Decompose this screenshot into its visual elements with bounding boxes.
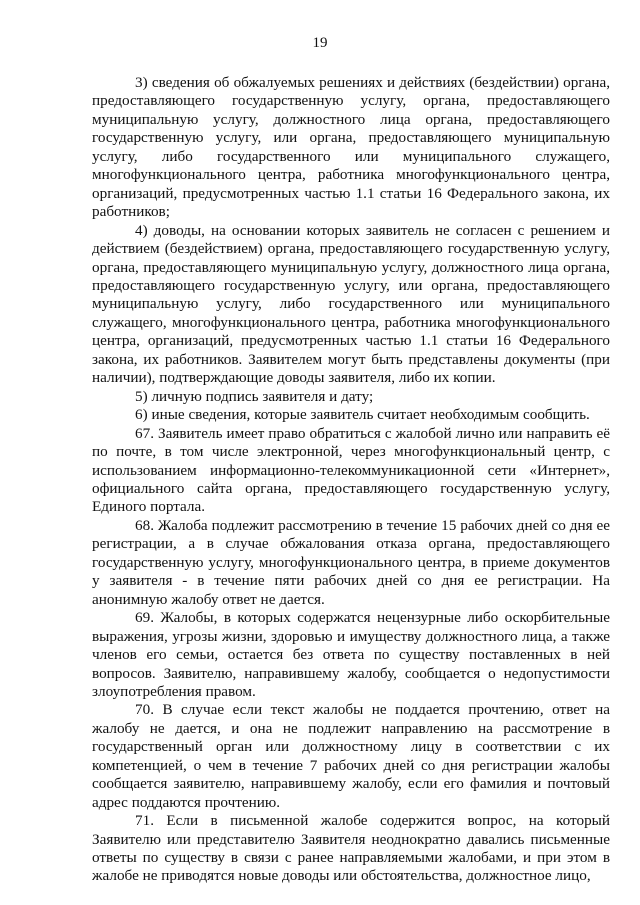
paragraph-clause-71: 71. Если в письменной жалобе содержится вопрос, на который Заявителю или представителю Заявителя неоднократно давались письменные ответы по существу в связи с ранее направляемыми жалобами, и при этом в жалобе не приводятся новые доводы или обстоятельства, должностное лицо, <box>92 812 610 885</box>
paragraph-item-4: 4) доводы, на основании которых заявитель не согласен с решением и действием (бездействием) органа, предоставляющего государственную услугу, органа, предоставляющего муниципальную услугу, должностного лица органа, предоставляющего государственную услугу, или органа, предоставляющего муниципальную услугу, либо государственного или муниципального служащего, многофункционального центра, работника многофункционального центра, организаций, предусмотренных частью 1.1 статьи 16 Федерального закона, их работников. Заявителем могут быть представлены документы (при наличии), подтверждающие доводы заявителя, либо их копии. <box>92 221 610 387</box>
paragraph-item-5: 5) личную подпись заявителя и дату; <box>135 387 374 405</box>
paragraph-clause-67: 67. Заявитель имеет право обратиться с жалобой лично или направить её по почте, в том числе электронной, через многофункциональный центр, с использованием информационно-телекоммуникационной сети «Интернет», официального сайта органа, предоставляющего государственную услугу, Единого портала. <box>92 424 610 516</box>
page-number: 19 <box>312 35 328 51</box>
document-body <box>92 74 610 886</box>
paragraph-clause-69: 69. Жалобы, в которых содержатся нецензурные либо оскорбительные выражения, угрозы жизни, здоровью и имуществу должностного лица, а также членов его семьи, остается без ответа по существу поставленных в ней вопросов. Заявителю, направившему жалобу, сообщается о недопустимости злоупотребления правом. <box>92 609 610 700</box>
paragraph-item-3: 3) сведения об обжалуемых решениях и действиях (бездействии) органа, предоставляющего государственную услугу, органа, предоставляющего муниципальную услугу, должностного лица органа, предоставляющего государственную услугу, или органа, предоставляющего муниципальную услугу, либо государственного или муниципального служащего, многофункционального центра, работника многофункционального центра, организаций, предусмотренных частью 1.1 статьи 16 Федерального закона, их работников; <box>92 74 610 221</box>
paragraph-clause-70: 70. В случае если текст жалобы не поддается прочтению, ответ на жалобу не дается, и она не подлежит направлению на рассмотрение в государственный орган или должностному лицу в соответствии с их компетенцией, о чем в течение 7 рабочих дней со дня регистрации жалобы сообщается заявителю, направившему жалобу, если его фамилия и почтовый адрес поддаются прочтению. <box>92 701 610 811</box>
paragraph-clause-68: 68. Жалоба подлежит рассмотрению в течение 15 рабочих дней со дня ее регистрации, а в случае обжалования отказа органа, предоставляющего государственную услугу, многофункционального центра, в приеме документов у заявителя - в течение пяти рабочих дней со дня ее регистрации. На анонимную жалобу ответ не дается. <box>92 516 610 608</box>
paragraph-item-6: 6) иные сведения, которые заявитель считает необходимым сообщить. <box>135 406 590 424</box>
